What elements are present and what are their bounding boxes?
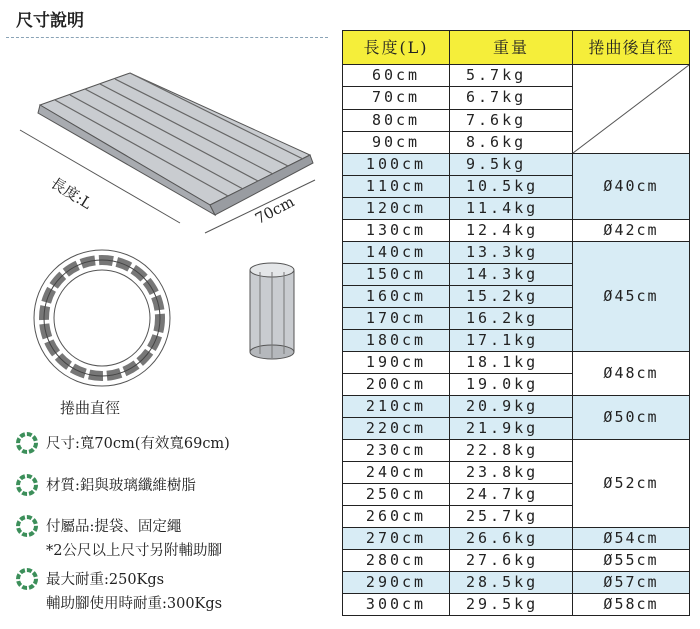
length-cell: 110cm xyxy=(343,176,450,198)
length-cell: 280cm xyxy=(343,550,450,572)
diameter-cell-empty xyxy=(573,65,690,154)
spec-size-text: 尺寸:寬70cm(有效寬69cm) xyxy=(46,436,230,452)
length-cell: 160cm xyxy=(343,286,450,308)
ring-bullet-icon xyxy=(14,430,40,456)
diameter-cell: Ø42cm xyxy=(573,220,690,242)
table-row xyxy=(343,242,690,264)
spec-max-load-text: 最大耐重:250Kgs xyxy=(46,572,165,588)
weight-cell: 5.7kg xyxy=(450,65,573,87)
table-row xyxy=(343,65,690,87)
weight-cell: 8.6kg xyxy=(450,131,573,153)
length-cell: 60cm xyxy=(343,65,450,87)
length-cell: 180cm xyxy=(343,330,450,352)
length-cell: 220cm xyxy=(343,418,450,440)
weight-cell: 28.5kg xyxy=(450,572,573,594)
weight-cell: 6.7kg xyxy=(450,87,573,109)
header-weight: 重量 xyxy=(450,31,573,65)
diameter-cell: Ø40cm xyxy=(573,154,690,220)
rolled-tube-illustration xyxy=(238,258,308,363)
ring-bullet-icon xyxy=(14,566,40,592)
weight-cell: 16.2kg xyxy=(450,308,573,330)
length-label: 長度:L xyxy=(47,173,96,213)
weight-cell: 13.3kg xyxy=(450,242,573,264)
weight-cell: 17.1kg xyxy=(450,330,573,352)
table-row xyxy=(343,572,690,594)
diameter-cell: Ø45cm xyxy=(573,242,690,352)
weight-cell: 26.6kg xyxy=(450,528,573,550)
table-row xyxy=(343,396,690,418)
spec-material-text: 材質:鋁與玻璃纖維樹脂 xyxy=(46,478,196,494)
section-title: 尺寸說明 xyxy=(16,11,84,31)
curled-ring-illustration xyxy=(30,238,180,398)
length-cell: 80cm xyxy=(343,109,450,131)
size-table xyxy=(342,30,690,616)
table-row xyxy=(343,528,690,550)
spec-accessories-text: 付屬品:提袋、固定繩 xyxy=(46,519,182,535)
diameter-cell: Ø55cm xyxy=(573,550,690,572)
length-cell: 300cm xyxy=(343,594,450,616)
ring-bullet-icon xyxy=(14,472,40,498)
table-row xyxy=(343,220,690,242)
width-label: 70cm xyxy=(252,192,298,228)
length-cell: 260cm xyxy=(343,506,450,528)
table-row xyxy=(343,352,690,374)
weight-cell: 20.9kg xyxy=(450,396,573,418)
ring-bullet-icon xyxy=(14,513,40,539)
header-length: 長度(L) xyxy=(343,31,450,65)
length-cell: 70cm xyxy=(343,87,450,109)
title-divider xyxy=(6,37,328,38)
length-cell: 90cm xyxy=(343,131,450,153)
length-cell: 270cm xyxy=(343,528,450,550)
diameter-cell: Ø54cm xyxy=(573,528,690,550)
table-row xyxy=(343,440,690,462)
weight-cell: 27.6kg xyxy=(450,550,573,572)
length-cell: 290cm xyxy=(343,572,450,594)
table-row xyxy=(343,594,690,616)
length-cell: 120cm xyxy=(343,198,450,220)
weight-cell: 21.9kg xyxy=(450,418,573,440)
length-cell: 150cm xyxy=(343,264,450,286)
weight-cell: 12.4kg xyxy=(450,220,573,242)
diagonal-slash xyxy=(573,65,689,153)
weight-cell: 25.7kg xyxy=(450,506,573,528)
weight-cell: 18.1kg xyxy=(450,352,573,374)
weight-cell: 22.8kg xyxy=(450,440,573,462)
length-cell: 190cm xyxy=(343,352,450,374)
table-header-row xyxy=(343,31,690,65)
length-cell: 230cm xyxy=(343,440,450,462)
diameter-cell: Ø48cm xyxy=(573,352,690,396)
length-cell: 170cm xyxy=(343,308,450,330)
table-row xyxy=(343,550,690,572)
length-cell: 140cm xyxy=(343,242,450,264)
weight-cell: 24.7kg xyxy=(450,484,573,506)
weight-cell: 9.5kg xyxy=(450,154,573,176)
weight-cell: 11.4kg xyxy=(450,198,573,220)
weight-cell: 7.6kg xyxy=(450,109,573,131)
table-row xyxy=(343,154,690,176)
length-cell: 210cm xyxy=(343,396,450,418)
weight-cell: 14.3kg xyxy=(450,264,573,286)
diameter-cell: Ø50cm xyxy=(573,396,690,440)
spec-max-load-note: 輔助腳使用時耐重:300Kgs xyxy=(46,596,223,612)
length-cell: 200cm xyxy=(343,374,450,396)
length-cell: 130cm xyxy=(343,220,450,242)
length-cell: 250cm xyxy=(343,484,450,506)
header-diameter: 捲曲後直徑 xyxy=(573,31,690,65)
diameter-cell: Ø57cm xyxy=(573,572,690,594)
spec-accessories-note: *2公尺以上尺寸另附輔助腳 xyxy=(46,543,222,559)
curl-diameter-label: 捲曲直徑 xyxy=(60,399,121,417)
diameter-cell: Ø52cm xyxy=(573,440,690,528)
weight-cell: 23.8kg xyxy=(450,462,573,484)
length-cell: 240cm xyxy=(343,462,450,484)
length-cell: 100cm xyxy=(343,154,450,176)
weight-cell: 15.2kg xyxy=(450,286,573,308)
weight-cell: 10.5kg xyxy=(450,176,573,198)
weight-cell: 19.0kg xyxy=(450,374,573,396)
diameter-cell: Ø58cm xyxy=(573,594,690,616)
weight-cell: 29.5kg xyxy=(450,594,573,616)
